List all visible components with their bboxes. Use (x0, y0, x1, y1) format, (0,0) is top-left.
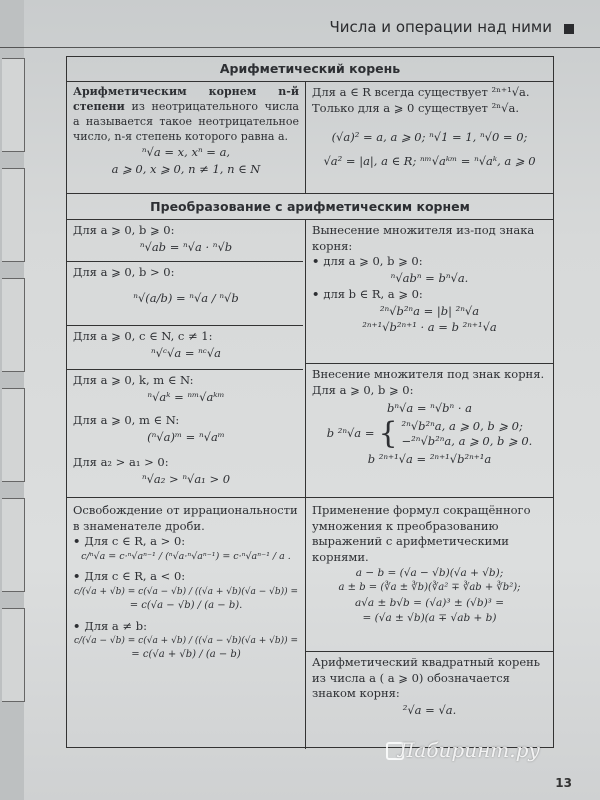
theory-table (66, 56, 554, 748)
short-mult-cell (306, 501, 553, 651)
bullet-condition: • Для a ≠ b: (73, 619, 299, 635)
left-box (2, 498, 25, 592)
page-number: 13 (555, 776, 572, 790)
bullet-condition: • для a ⩾ 0, b ⩾ 0: (312, 254, 547, 270)
definition-cell (67, 83, 305, 193)
formula: ⁿ√a₂ > ⁿ√a₁ > 0 (141, 471, 231, 486)
left-box (2, 388, 25, 482)
formula: = c(√a + √b) / (a − b) (131, 649, 241, 661)
rule-cell (67, 371, 305, 411)
formula: ⁿ√abⁿ = bⁿ√a. (390, 270, 469, 285)
rule-cell (67, 327, 305, 369)
short-mult-title: Применение формул сокращённого умножения к преобразованию выражений с арифметическими корнями. (312, 503, 531, 564)
cell-divider (67, 369, 303, 370)
formula: b ²ⁿ⁺¹√a = ²ⁿ⁺¹√b²ⁿ⁺¹a (367, 451, 492, 466)
formula: ²ⁿ⁺¹√b²ⁿ⁺¹ · a = b ²ⁿ⁺¹√a (362, 320, 497, 335)
brace-icon: { (378, 416, 398, 452)
irrationality-title: Освобождение от иррациональности в знаменателе дроби. (73, 503, 298, 533)
header-rule (0, 47, 600, 48)
condition: Для a ⩾ 0, c ∈ N, c ≠ 1: (73, 329, 213, 343)
row-divider (67, 219, 553, 220)
square-root-cell (306, 653, 553, 745)
formula: a ⩾ 0, x ⩾ 0, n ≠ 1, n ∈ N (111, 161, 261, 176)
formula: bⁿ√a = ⁿ√bⁿ · a (387, 401, 472, 416)
formula: a√a ± b√b = (√a)³ ± (√b)³ = (354, 596, 505, 609)
formula: ⁿ√ᶜ√a = ⁿᶜ√a (150, 345, 222, 360)
rule-cell (67, 263, 305, 325)
left-box (2, 58, 25, 152)
text-line: Для a ∈ R всегда существует ²ⁿ⁺¹√a. (312, 85, 530, 99)
row-divider (67, 81, 553, 82)
left-page-edge (0, 0, 24, 800)
factor-out-cell (306, 221, 553, 363)
cell-divider (305, 363, 553, 364)
row-divider (67, 497, 553, 498)
bullet-condition: • для b ∈ R, a ⩾ 0: (312, 287, 547, 303)
piecewise-cases (402, 419, 533, 450)
formula: ²√a = √a. (402, 702, 457, 717)
formula: (√a)² = a, a ⩾ 0; ⁿ√1 = 1, ⁿ√0 = 0; (331, 130, 528, 145)
condition: Для a ⩾ 0, m ∈ N: (73, 413, 180, 427)
section-title: Преобразование с арифметическим корнем (150, 199, 470, 214)
piecewise-lhs: b ²ⁿ√a = (326, 426, 375, 441)
formula: c/(√a + √b) = c(√a − √b) / ((√a + √b)(√a − √b)) = (73, 586, 299, 597)
formula: ²ⁿ√b²ⁿa = |b| ²ⁿ√a (379, 303, 480, 318)
definition-bold: Арифметическим корнем n-й степени (73, 85, 299, 113)
rule-cell (67, 221, 305, 261)
left-box (2, 278, 25, 372)
definition-text: из неотрицательного числа a называется такое неотрицательное число, n-я степень которого равна a. (73, 99, 299, 143)
cell-divider (67, 261, 303, 262)
left-box (2, 168, 25, 262)
text-line: Только для a ⩾ 0 существует ²ⁿ√a. (312, 100, 519, 115)
case: −²ⁿ√b²ⁿa, a ⩾ 0, b ⩾ 0. (401, 434, 533, 449)
formula: a − b = (√a − √b)(√a + √b); (355, 567, 504, 580)
formula: ⁿ√aᵏ = ⁿᵐ√aᵏᵐ (147, 389, 225, 404)
running-header: Числа и операции над ними (329, 18, 552, 36)
rule-cell (67, 453, 305, 495)
formula: = (√a ± √b)(a ∓ √ab + b) (362, 611, 497, 624)
formula: ⁿ√(a/b) = ⁿ√a / ⁿ√b (133, 290, 239, 305)
factor-in-title: Внесение множителя под знак корня. Для a ⩾ 0, b ⩾ 0: (312, 367, 545, 397)
formula: (ⁿ√a)ᵐ = ⁿ√aᵐ (147, 429, 225, 444)
condition: Для a ⩾ 0, b > 0: (73, 265, 175, 279)
left-box (2, 608, 25, 702)
factor-out-title: Вынесение множителя из-под знака корня: (312, 223, 535, 253)
formula: √a² = |a|, a ∈ R; ⁿᵐ√aᵏᵐ = ⁿ√aᵏ, a ⩾ 0 (323, 153, 536, 168)
square-root-title: Арифметический квадратный корень из числа a ( a ⩾ 0) обозначается знаком корня: (312, 655, 541, 701)
formula: a ± b = (∛a ± ∛b)(∛a² ∓ ∛ab + ∛b²); (338, 582, 521, 594)
factor-in-cell (306, 365, 553, 497)
bullet-condition: • Для c ∈ R, a < 0: (73, 569, 299, 585)
cell-divider (67, 325, 303, 326)
irrationality-cell (67, 501, 305, 747)
formula: c/(√a − √b) = c(√a + √b) / ((√a − √b)(√a + √b)) = (73, 636, 299, 647)
formula: c/ⁿ√a = c·ⁿ√aⁿ⁻¹ / (ⁿ√a·ⁿ√aⁿ⁻¹) = c·ⁿ√aⁿ⁻¹ / a . (81, 550, 291, 562)
formula: = c(√a − √b) / (a − b). (129, 600, 243, 612)
condition: Для a ⩾ 0, k, m ∈ N: (73, 373, 194, 387)
case: ²ⁿ√b²ⁿa, a ⩾ 0, b ⩾ 0; (401, 418, 523, 433)
section-title: Арифметический корень (219, 61, 401, 76)
row-divider (67, 193, 553, 194)
condition: Для a ⩾ 0, b ⩾ 0: (73, 223, 175, 237)
watermark: Лабиринт.ру (397, 738, 540, 762)
header-square-mark (564, 24, 574, 34)
existence-cell (306, 83, 553, 193)
condition: Для a₂ > a₁ > 0: (73, 455, 169, 469)
cell-divider (305, 651, 553, 652)
bullet-condition: • Для c ∈ R, a > 0: (73, 534, 299, 550)
formula: ⁿ√a = x, xⁿ = a, (141, 145, 231, 160)
rule-cell (67, 411, 305, 453)
formula: ⁿ√ab = ⁿ√a · ⁿ√b (139, 239, 233, 254)
piecewise-formula (312, 416, 547, 452)
